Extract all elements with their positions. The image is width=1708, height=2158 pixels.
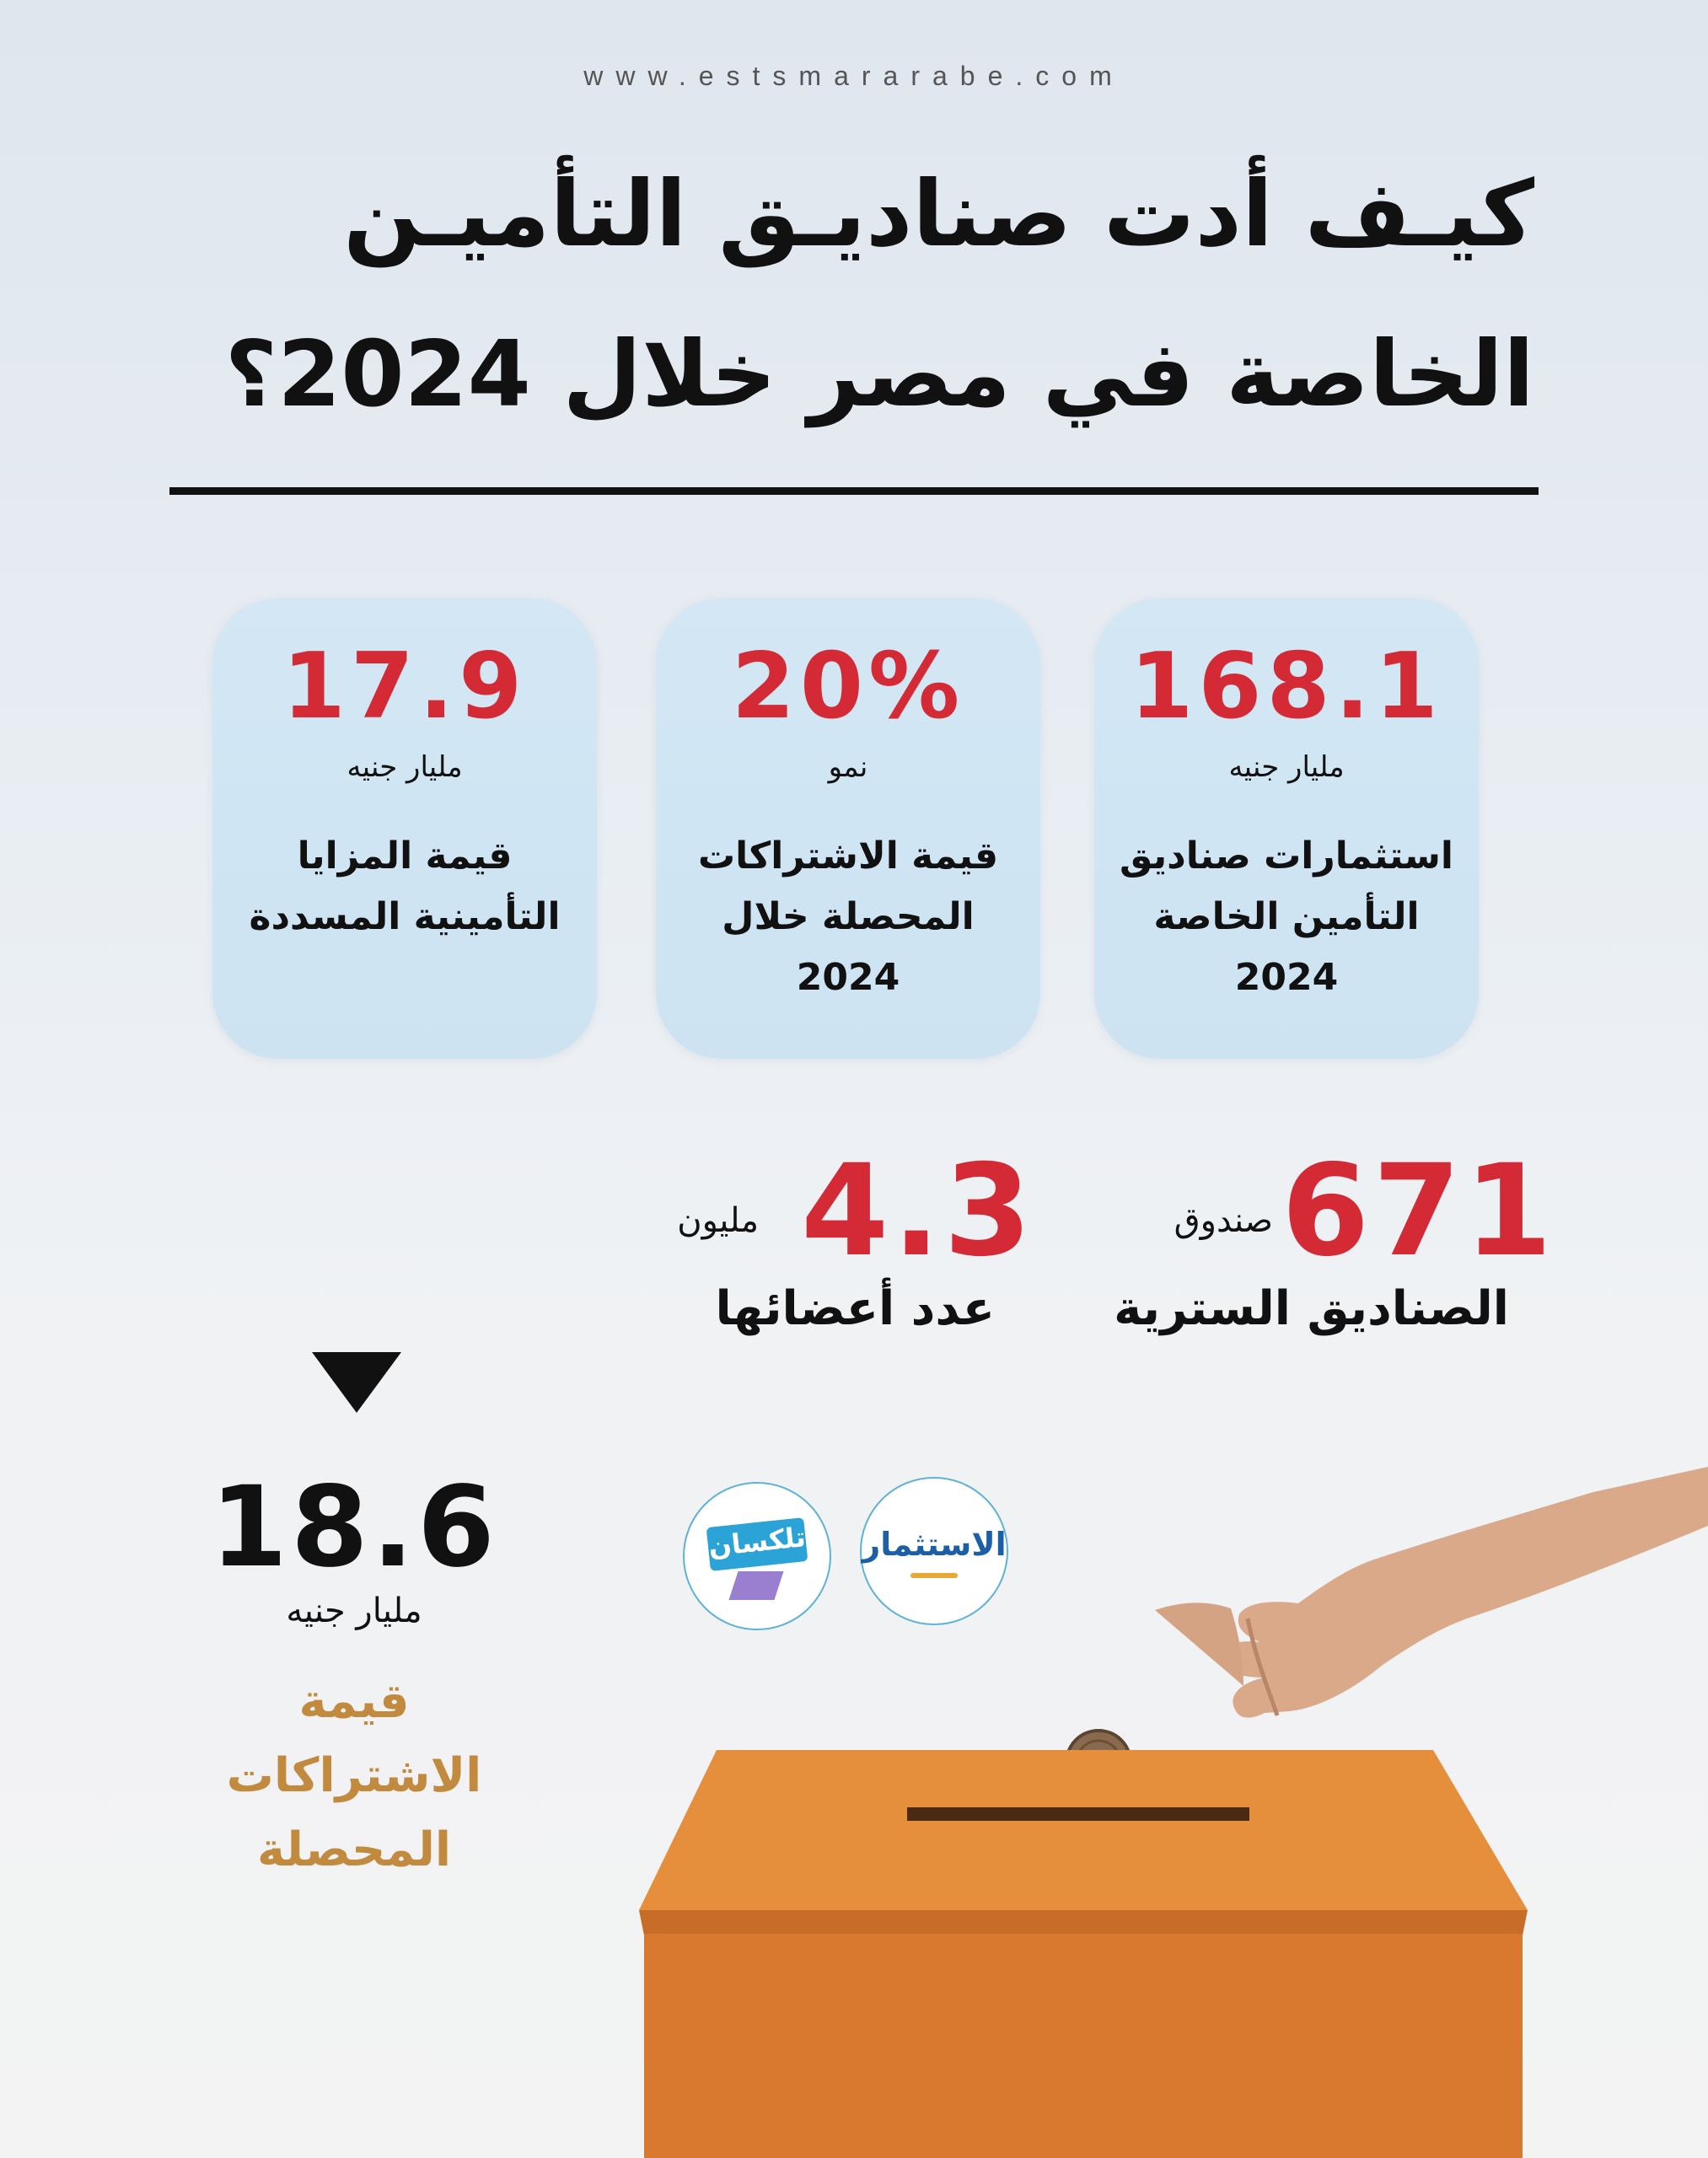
card-unit: نمو	[828, 750, 868, 784]
card-investments	[1094, 599, 1479, 1059]
ballot-box-illustration	[624, 1745, 1534, 2158]
card-description: قيمة المزايا التأمينية المسددة	[249, 835, 561, 938]
card-description: قيمة الاشتراكات المحصلة خلال 2024	[697, 835, 999, 999]
funds-label: الصناديق السترية	[1114, 1281, 1509, 1336]
istithmar-logo-underline	[910, 1573, 958, 1578]
card-unit: مليار جنيه	[1228, 750, 1345, 784]
subscriptions-label: قيمة الاشتراكات المحصلة	[226, 1674, 482, 1877]
card-value: 168.1	[1130, 634, 1443, 739]
title-line-1: كيـف أدت صناديـق التأميـن	[343, 162, 1534, 267]
istithmar-logo	[860, 1477, 1008, 1625]
title-divider	[169, 487, 1539, 495]
title-line-2: الخاصة في مصر خلال 2024؟	[224, 322, 1534, 427]
members-label: عدد أعضائها	[715, 1281, 995, 1336]
members-value: 4.3	[801, 1138, 1035, 1285]
funds-value: 671	[1281, 1138, 1556, 1285]
card-value: 20%	[731, 634, 965, 739]
subscriptions-value: 18.6	[210, 1463, 498, 1592]
card-description: استثمارات صناديق التأمين الخاصة 2024	[1120, 835, 1453, 999]
card-value: 17.9	[282, 634, 528, 739]
talkasan-logo-ribbon	[728, 1571, 783, 1600]
page-title	[135, 135, 1534, 455]
down-triangle-icon	[310, 1349, 403, 1416]
card-benefits	[212, 599, 597, 1059]
members-unit: مليون	[677, 1201, 759, 1240]
card-unit: مليار جنيه	[346, 750, 463, 784]
funds-unit: صندوق	[1174, 1201, 1273, 1240]
card-growth	[656, 599, 1040, 1059]
subscriptions-unit: مليار جنيه	[286, 1592, 422, 1630]
istithmar-logo-text: الاستثمار	[862, 1526, 1007, 1563]
website-url: www.estsmararabe.com	[583, 61, 1125, 91]
talkasan-logo-text: تلكسان	[706, 1521, 808, 1563]
talkasan-logo	[683, 1482, 831, 1630]
